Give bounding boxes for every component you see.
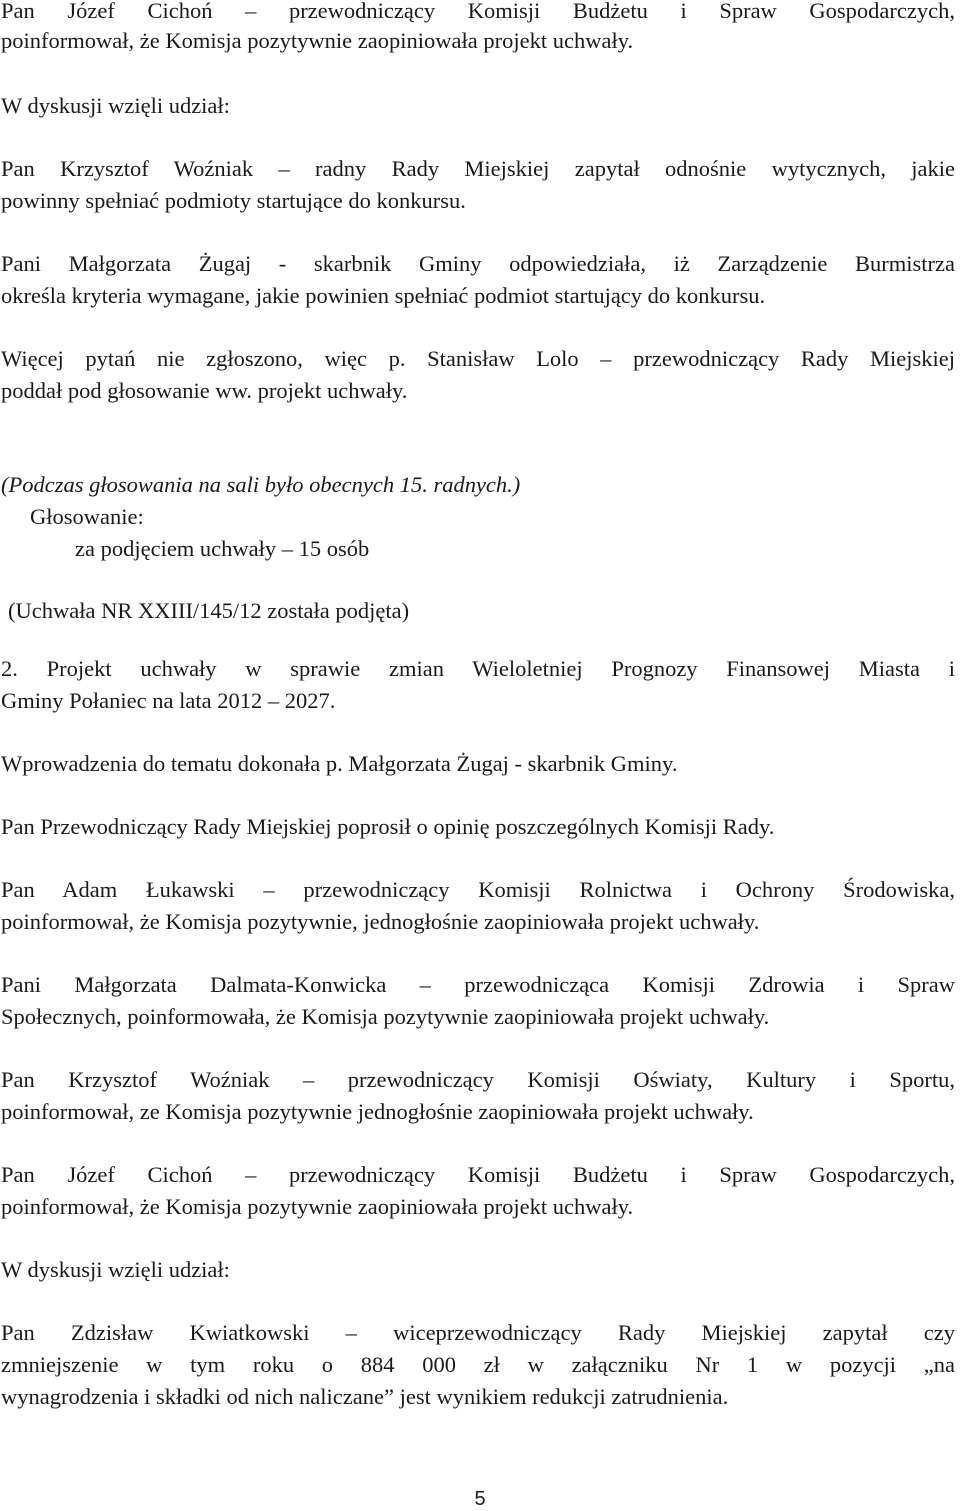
paragraph-line: Pani Małgorzata Dalmata-Konwicka – przewodnicząca Komisji Zdrowia i Spraw xyxy=(1,972,955,997)
paragraph-line: Pan Zdzisław Kwiatkowski – wiceprzewodniczący Rady Miejskiej zapytał czy xyxy=(1,1320,955,1345)
agenda-item-heading: 2. Projekt uchwały w sprawie zmian Wieloletniej Prognozy Finansowej Miasta i xyxy=(1,656,955,681)
paragraph-line: poddał pod głosowanie ww. projekt uchwały. xyxy=(1,378,408,403)
paragraph-line: wynagrodzenia i składki od nich naliczane” jest wynikiem redukcji zatrudnienia. xyxy=(1,1384,729,1409)
paragraph-line: Społecznych, poinformowała, że Komisja pozytywnie zaopiniowała projekt uchwały. xyxy=(1,1004,770,1029)
paragraph-line: Pani Małgorzata Żugaj - skarbnik Gminy odpowiedziała, iż Zarządzenie Burmistrza xyxy=(1,251,955,276)
paragraph-line: powinny spełniać podmioty startujące do konkursu. xyxy=(1,188,466,213)
paragraph-line: W dyskusji wzięli udział: xyxy=(1,93,230,118)
voting-note: (Podczas głosowania na sali było obecnych 15. radnych.) xyxy=(1,472,521,497)
paragraph-line: Wprowadzenia do tematu dokonała p. Małgorzata Żugaj - skarbnik Gminy. xyxy=(1,751,678,776)
agenda-item-heading: Gminy Połaniec na lata 2012 – 2027. xyxy=(1,688,336,713)
paragraph-line: określa kryteria wymagane, jakie powinien spełniać podmiot startujący do konkursu. xyxy=(1,283,766,308)
paragraph-line: Pan Adam Łukawski – przewodniczący Komisji Rolnictwa i Ochrony Środowiska, xyxy=(1,877,955,902)
paragraph-line: poinformował, że Komisja pozytywnie zaopiniowała projekt uchwały. xyxy=(1,28,634,53)
voting-result: za podjęciem uchwały – 15 osób xyxy=(75,536,370,561)
paragraph-line: poinformował, ze Komisja pozytywnie jednogłośnie zaopiniowała projekt uchwały. xyxy=(1,1099,754,1124)
paragraph-line: Pan Krzysztof Woźniak – przewodniczący Komisji Oświaty, Kultury i Sportu, xyxy=(1,1067,955,1092)
paragraph-line: Pan Krzysztof Woźniak – radny Rady Miejskiej zapytał odnośnie wytycznych, jakie xyxy=(1,156,955,181)
voting-heading: Głosowanie: xyxy=(30,504,144,529)
paragraph-line: zmniejszenie w tym roku o 884 000 zł w załączniku Nr 1 w pozycji „na xyxy=(1,1352,955,1377)
paragraph-line: Pan Józef Cichoń – przewodniczący Komisji Budżetu i Spraw Gospodarczych, xyxy=(1,1162,955,1187)
paragraph-line: Pan Przewodniczący Rady Miejskiej poprosił o opinię poszczególnych Komisji Rady. xyxy=(1,814,775,839)
paragraph-line: poinformował, że Komisja pozytywnie, jednogłośnie zaopiniowała projekt uchwały. xyxy=(1,909,760,934)
resolution-status: (Uchwała NR XXIII/145/12 została podjęta) xyxy=(8,598,410,623)
page-number: 5 xyxy=(474,1488,486,1510)
paragraph-line: poinformował, że Komisja pozytywnie zaopiniowała projekt uchwały. xyxy=(1,1194,634,1219)
paragraph-line: W dyskusji wzięli udział: xyxy=(1,1257,230,1282)
paragraph-line: Pan Józef Cichoń – przewodniczący Komisji Budżetu i Spraw Gospodarczych, xyxy=(1,0,955,23)
paragraph-line: Więcej pytań nie zgłoszono, więc p. Stanisław Lolo – przewodniczący Rady Miejskiej xyxy=(1,346,955,371)
